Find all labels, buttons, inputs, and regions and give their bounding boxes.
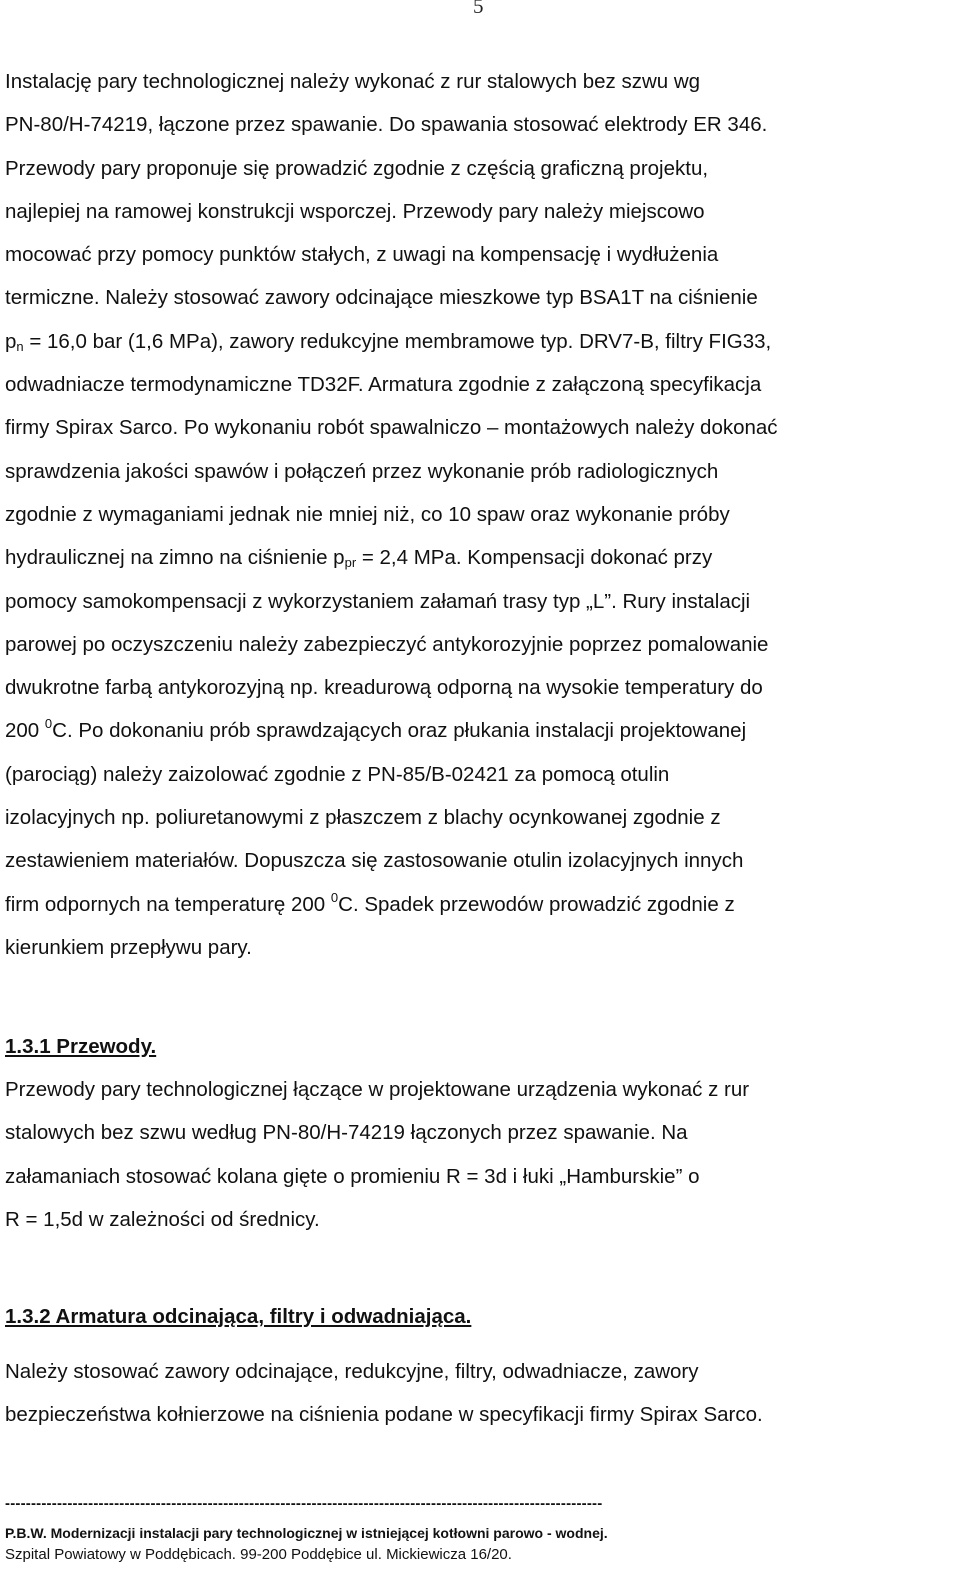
text-line: R = 1,5d w zależności od średnicy. bbox=[5, 1207, 320, 1231]
superscript: 0 bbox=[330, 889, 339, 905]
text-line: kierunkiem przepływu pary. bbox=[5, 935, 252, 959]
subscript: pr bbox=[344, 555, 357, 571]
text-fragment: = 2,4 MPa. Kompensacji dokonać przy bbox=[356, 546, 713, 570]
footer-project-title: P.B.W. Modernizacji instalacji pary technologicznej w istniejącej kotłowni parowo - wodnej. bbox=[5, 1525, 608, 1541]
text-line: Należy stosować zawory odcinające, redukcyjne, filtry, odwadniacze, zawory bbox=[5, 1360, 699, 1383]
page-number: 5 bbox=[473, 0, 484, 18]
text-line: odwadniacze termodynamiczne TD32F. Armatura zgodnie z załączoną specyfikacja bbox=[5, 373, 762, 397]
text-fragment: C. Po dokonaniu prób sprawdzających oraz płukania instalacji projektowanej bbox=[52, 719, 747, 743]
text-line: załamaniach stosować kolana gięte o promieniu R = 3d i łuki „Hamburskie” o bbox=[5, 1164, 700, 1188]
section-heading-1-3-2: 1.3.2 Armatura odcinająca, filtry i odwadniająca. bbox=[5, 1305, 472, 1328]
text-line: stalowych bez szwu według PN-80/H-74219 łączonych przez spawanie. Na bbox=[5, 1121, 688, 1145]
text-line bbox=[5, 883, 955, 926]
text-line: dwukrotne farbą antykorozyjną np. kreadurową odporną na wysokie temperatury do bbox=[5, 676, 763, 700]
text-line: pomocy samokompensacji z wykorzystaniem załamań trasy typ „L”. Rury instalacji bbox=[5, 589, 751, 613]
text-line bbox=[5, 536, 955, 579]
text-fragment: p bbox=[5, 329, 17, 353]
text-line: Instalację pary technologicznej należy wykonać z rur stalowych bez szwu wg bbox=[5, 70, 701, 93]
footer-address: Szpital Powiatowy w Poddębicach. 99-200 Poddębice ul. Mickiewicza 16/20. bbox=[5, 1546, 512, 1563]
text-line: mocować przy pomocy punktów stałych, z uwagi na kompensację i wydłużenia bbox=[5, 243, 719, 267]
text-fragment: firm odpornych na temperaturę 200 bbox=[5, 892, 331, 916]
section-1-3-1-paragraph bbox=[5, 1068, 955, 1241]
text-line bbox=[5, 320, 955, 363]
text-line: firmy Spirax Sarco. Po wykonaniu robót spawalniczo – montażowych należy dokonać bbox=[5, 416, 778, 440]
text-line: najlepiej na ramowej konstrukcji wsporczej. Przewody pary należy miejscowo bbox=[5, 199, 705, 223]
intro-paragraph bbox=[5, 60, 955, 969]
text-line: Przewody pary technologicznej łączące w projektowane urządzenia wykonać z rur bbox=[5, 1078, 750, 1101]
subscript: n bbox=[16, 338, 24, 354]
text-line: izolacyjnych np. poliuretanowymi z płaszczem z blachy ocynkowanej zgodnie z bbox=[5, 806, 721, 830]
section-heading-1-3-1: 1.3.1 Przewody. bbox=[5, 1035, 157, 1058]
footer-rule: ------------------------------------------------------------------------------------------------------------------- bbox=[5, 1495, 603, 1512]
section-1-3-2-paragraph bbox=[5, 1350, 955, 1437]
text-line: PN-80/H-74219, łączone przez spawanie. Do spawania stosować elektrody ER 346. bbox=[5, 113, 768, 137]
text-fragment: C. Spadek przewodów prowadzić zgodnie z bbox=[338, 892, 735, 916]
page-footer bbox=[5, 1493, 955, 1566]
text-fragment: = 16,0 bar (1,6 MPa), zawory redukcyjne membramowe typ. DRV7-B, filtry FIG33, bbox=[23, 329, 772, 353]
text-line: (parociąg) należy zaizolować zgodnie z PN-85/B-02421 za pomocą otulin bbox=[5, 762, 670, 786]
text-fragment: 200 bbox=[5, 719, 45, 743]
text-line: bezpieczeństwa kołnierzowe na ciśnienia podane w specyfikacji firmy Spirax Sarco. bbox=[5, 1403, 763, 1427]
text-line: parowej po oczyszczeniu należy zabezpieczyć antykorozyjnie poprzez pomalowanie bbox=[5, 632, 769, 656]
text-line: zgodnie z wymaganiami jednak nie mniej niż, co 10 spaw oraz wykonanie próby bbox=[5, 502, 730, 526]
text-line: zestawieniem materiałów. Dopuszcza się zastosowanie otulin izolacyjnych innych bbox=[5, 849, 744, 873]
text-line: Przewody pary proponuje się prowadzić zgodnie z częścią graficzną projektu, bbox=[5, 156, 709, 180]
text-line: sprawdzenia jakości spawów i połączeń przez wykonanie prób radiologicznych bbox=[5, 459, 719, 483]
superscript: 0 bbox=[44, 716, 53, 732]
text-line bbox=[5, 709, 955, 752]
text-line: termiczne. Należy stosować zawory odcinające mieszkowe typ BSA1T na ciśnienie bbox=[5, 286, 758, 310]
text-fragment: hydraulicznej na zimno na ciśnienie p bbox=[5, 546, 345, 570]
